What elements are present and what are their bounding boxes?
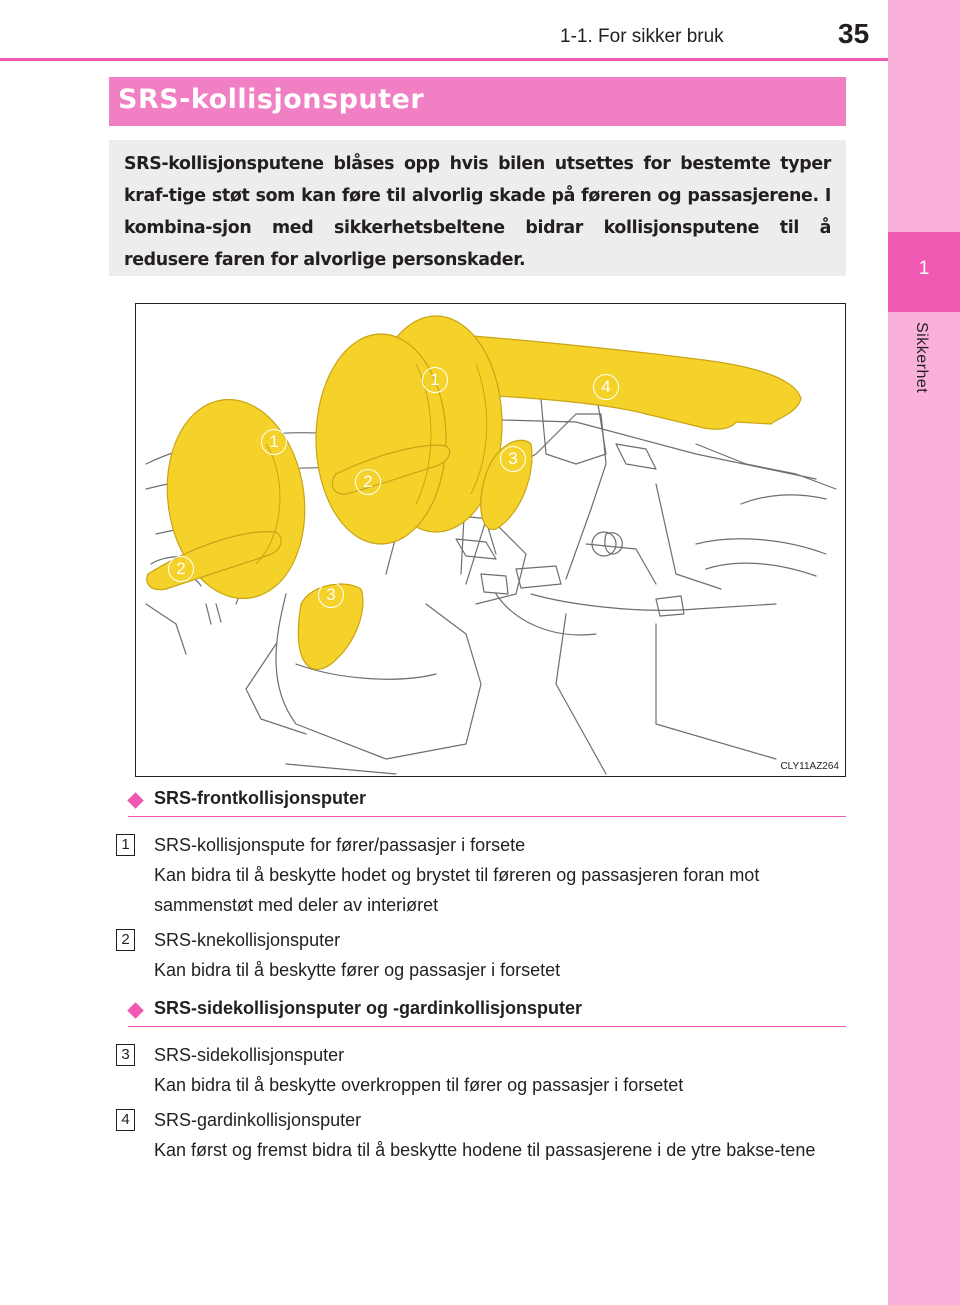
intro-text: SRS-kollisjonsputene blåses opp hvis bilen utsettes for bestemte typer kraf-tige støt som kan føre til alvorlig skade på føreren og passasjerene. I kombina-sjon med sikkerhetsbeltene bidrar kollisjonsputene til å redusere faren for alvorlige personskader. [124,154,831,270]
item-number: 2 [116,929,135,951]
side-strip [888,0,960,1305]
header-rule [0,58,888,61]
car-interior-drawing [136,304,846,777]
section-heading-front-airbags [128,787,846,817]
page-title: SRS-kollisjonsputer [118,84,425,115]
diamond-bullet-icon [127,792,144,809]
item-description: Kan bidra til å beskytte fører og passasjer i forsetet [154,960,561,980]
callout-1-driver-front: 1 [261,429,287,455]
item-number: 3 [116,1044,135,1066]
page-number: 35 [838,18,870,49]
section-heading-side-curtain-airbags [128,997,846,1027]
item-description: Kan bidra til å beskytte overkroppen til fører og passasjer i forsetet [154,1075,684,1095]
section-title: SRS-frontkollisjonsputer [154,788,367,808]
callout-2-driver-knee: 2 [168,556,194,582]
item-description: Kan bidra til å beskytte hodet og brystet til føreren og passasjeren foran mot sammenstøt med deler av interiøret [154,865,760,915]
diamond-bullet-icon [127,1002,144,1019]
section-title: SRS-sidekollisjonsputer og -gardinkollisjonsputer [154,998,583,1018]
chapter-tab-number: 1 [918,258,930,279]
chapter-tab-label: Sikkerhet [913,322,930,394]
callout-4-curtain: 4 [593,374,619,400]
item-title: SRS-gardinkollisjonsputer [154,1110,362,1130]
callout-3-driver-side: 3 [318,582,344,608]
callout-2-passenger-knee: 2 [355,469,381,495]
item-description: Kan først og fremst bidra til å beskytte hodene til passasjerene i de ytre bakse-tene [154,1140,816,1160]
item-title: SRS-kollisjonspute for fører/passasjer i forsete [154,835,526,855]
item-number: 4 [116,1109,135,1131]
callout-1-passenger-front: 1 [422,367,448,393]
callout-3-passenger-side: 3 [500,446,526,472]
running-header-chapter: 1-1. For sikker bruk [560,26,724,47]
item-title: SRS-knekollisjonsputer [154,930,341,950]
item-title: SRS-sidekollisjonsputer [154,1045,345,1065]
airbag-illustration [135,303,846,777]
figure-code: CLY11AZ264 [780,761,839,772]
item-number: 1 [116,834,135,856]
